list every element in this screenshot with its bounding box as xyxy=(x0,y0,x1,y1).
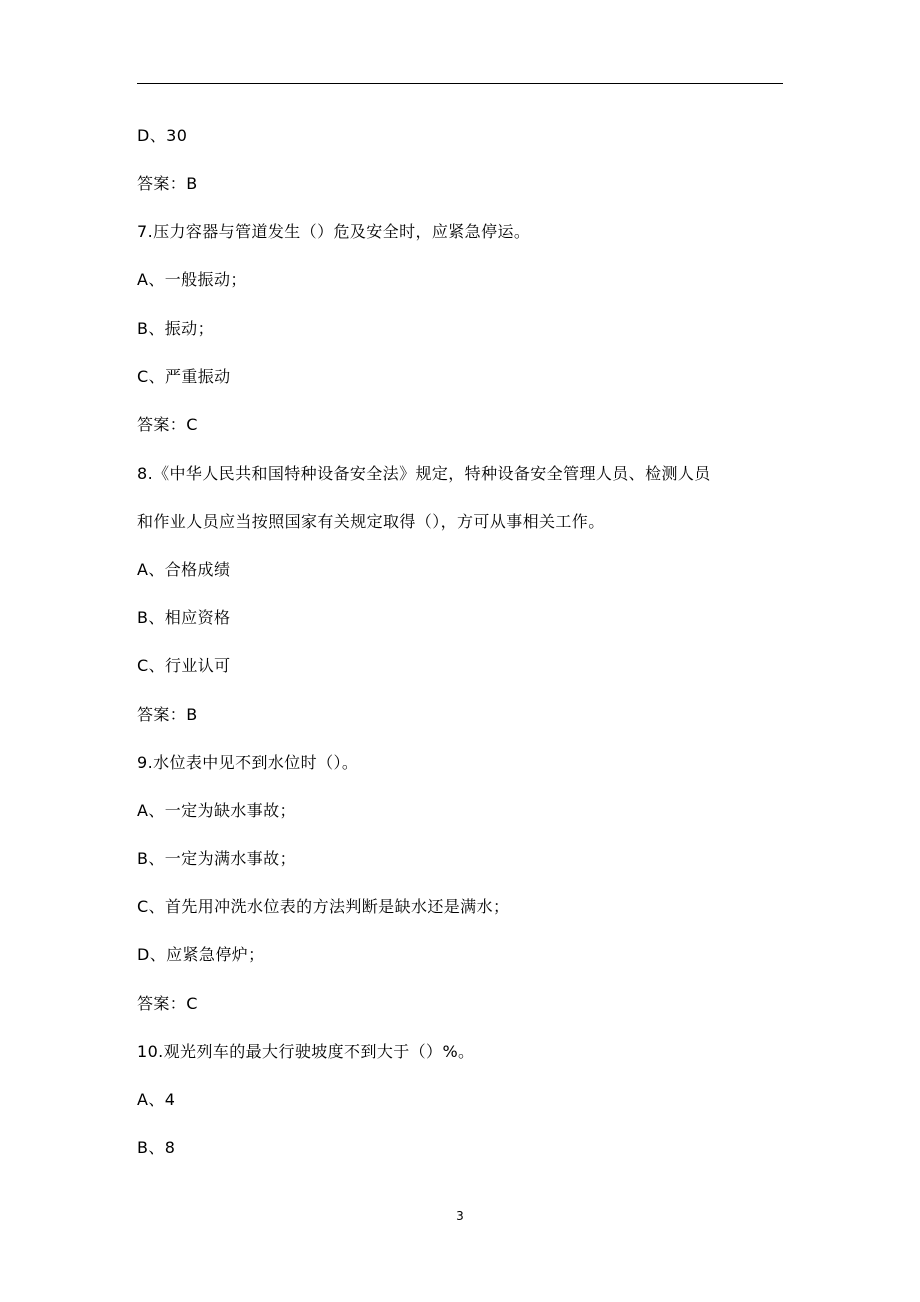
page-number: 3 xyxy=(456,1209,464,1223)
q7-option-c: C、严重振动 xyxy=(137,367,231,386)
question-9: 9.水位表中见不到水位时（）。 xyxy=(137,753,359,772)
question-8-line-2: 和作业人员应当按照国家有关规定取得（），方可从事相关工作。 xyxy=(137,512,605,531)
q8-option-c: C、行业认可 xyxy=(137,656,231,675)
q10-option-a: A、4 xyxy=(137,1090,176,1109)
q10-option-b: B、8 xyxy=(137,1138,176,1157)
option-d-previous: D、30 xyxy=(137,126,188,145)
answer-q7: 答案：C xyxy=(137,415,198,434)
q9-option-a: A、一定为缺水事故； xyxy=(137,801,296,820)
q7-option-a: A、一般振动； xyxy=(137,270,247,289)
answer-q8: 答案：B xyxy=(137,705,198,724)
question-8-line-1: 8.《中华人民共和国特种设备安全法》规定，特种设备安全管理人员、检测人员 xyxy=(137,464,711,483)
q9-option-d: D、应紧急停炉； xyxy=(137,945,265,964)
answer-q9: 答案：C xyxy=(137,994,198,1013)
q8-option-a: A、合格成绩 xyxy=(137,560,231,579)
question-7: 7.压力容器与管道发生（）危及安全时，应紧急停运。 xyxy=(137,222,531,241)
answer-q6: 答案：B xyxy=(137,174,198,193)
header-rule xyxy=(137,83,783,84)
q7-option-b: B、振动； xyxy=(137,319,214,338)
question-10: 10.观光列车的最大行驶坡度不到大于（）%。 xyxy=(137,1042,475,1061)
q9-option-b: B、一定为满水事故； xyxy=(137,849,296,868)
q8-option-b: B、相应资格 xyxy=(137,608,231,627)
q9-option-c: C、首先用冲洗水位表的方法判断是缺水还是满水； xyxy=(137,897,510,916)
